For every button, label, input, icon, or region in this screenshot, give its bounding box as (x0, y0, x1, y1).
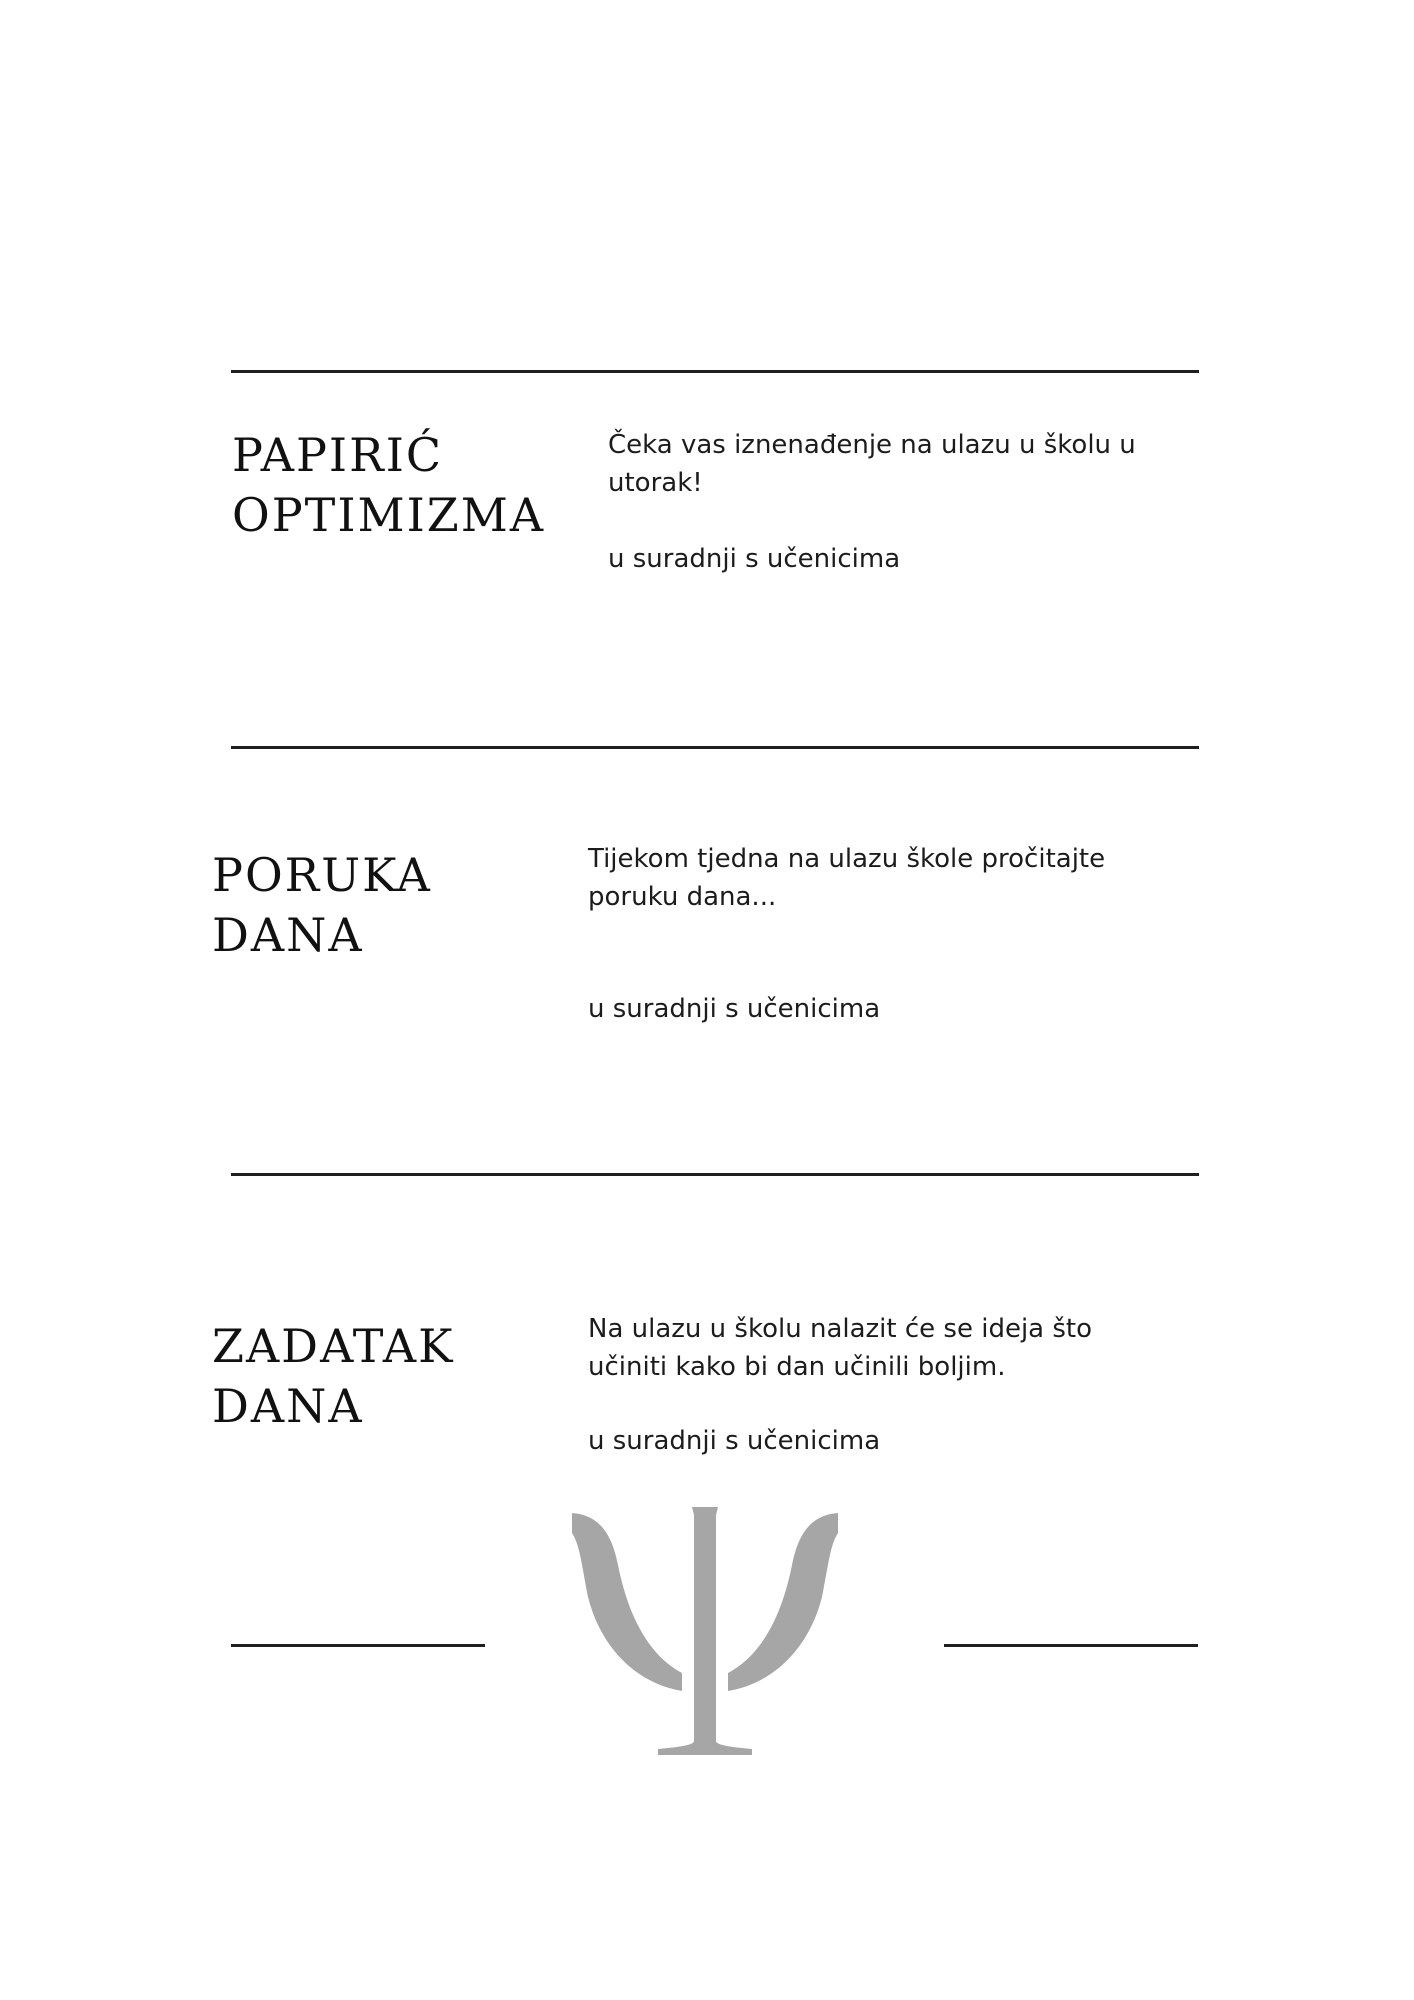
section-credit: u suradnji s učenicima (608, 544, 901, 574)
section-title-line2: DANA (212, 908, 364, 962)
divider-3 (231, 1173, 1199, 1176)
section-title-line1: ZADATAK (212, 1319, 455, 1373)
section-title-papiric-optimizma (232, 425, 545, 545)
section-description (588, 840, 1148, 916)
section-description-text: Na ulazu u školu nalazit će se ideja što učiniti kako bi dan učinili boljim. (588, 1314, 1093, 1382)
section-description-text: Čeka vas iznenađenje na ulazu u školu u utorak! (608, 430, 1136, 498)
section-description (608, 426, 1168, 502)
section-title-poruka-dana (212, 845, 432, 965)
section-title-line2: OPTIMIZMA (232, 488, 546, 542)
divider-bottom-right (944, 1644, 1198, 1647)
psi-symbol-icon (570, 1505, 840, 1755)
section-title-line1: PORUKA (212, 848, 432, 902)
section-title-line1: PAPIRIĆ (232, 428, 444, 482)
divider-bottom-left (231, 1644, 485, 1647)
divider-top (231, 370, 1199, 373)
section-credit: u suradnji s učenicima (588, 1426, 881, 1456)
section-description (588, 1310, 1128, 1386)
section-description-text: Tijekom tjedna na ulazu škole pročitajte poruku dana... (588, 844, 1106, 912)
section-credit: u suradnji s učenicima (588, 994, 881, 1024)
divider-2 (231, 746, 1199, 749)
section-title-zadatak-dana (212, 1316, 455, 1436)
section-title-line2: DANA (212, 1379, 364, 1433)
